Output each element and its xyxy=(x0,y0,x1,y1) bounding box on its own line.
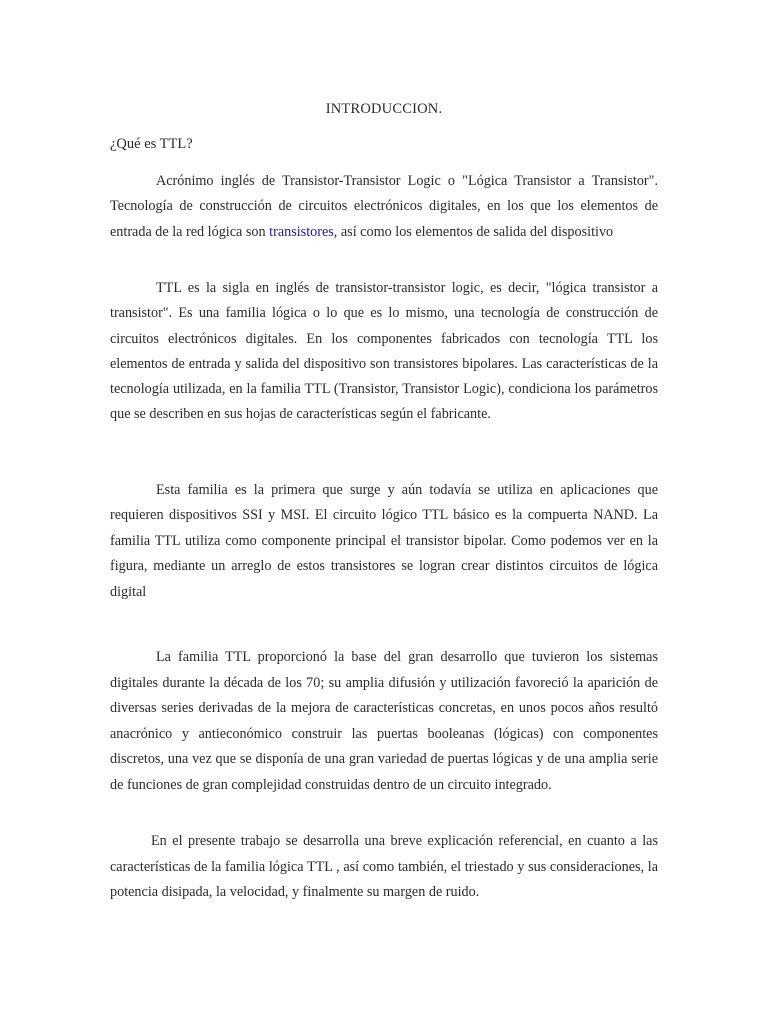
section-question: ¿Qué es TTL? xyxy=(110,136,193,152)
paragraph-work-scope xyxy=(110,829,658,906)
paragraph-text: En el presente trabajo se desarrolla una breve explicación referencial, en cuanto a las características de la familia lógica TTL , así como también, el triestado y sus consideraciones, la potencia disipada, la velocidad, y finalmente su margen de ruido. xyxy=(110,833,658,901)
paragraph-acronym xyxy=(110,169,658,245)
transistores-link[interactable]: transistores xyxy=(269,223,334,240)
paragraph-text: Esta familia es la primera que surge y aún todavía se utiliza en aplicaciones que requieren dispositivos SSI y MSI. El circuito lógico TTL básico es la compuerta NAND. La familia TTL utiliza como componente principal el transistor bipolar. Como podemos ver en la figura, mediante un arreglo de estos transistores se logran crear distintos circuitos de lógica digital xyxy=(110,482,658,600)
paragraph-text: , así como los elementos de salida del dispositivo xyxy=(333,223,614,240)
paragraph-ttl-history xyxy=(110,645,658,798)
paragraph-ttl-definition xyxy=(110,276,658,428)
paragraph-text: Acrónimo inglés de Transistor-Transistor Logic o "Lógica Transistor a Transistor". Tecnología de construcción de circuitos electrónicos digitales, en los que los elementos de entrada de la red lógica son xyxy=(110,173,658,240)
paragraph-text: TTL es la sigla en inglés de transistor-transistor logic, es decir, "lógica transistor a transistor". Es una familia lógica o lo que es lo mismo, una tecnología de construcción de circuitos electrónicos digitales. En los componentes fabricados con tecnología TTL los elementos de entrada y salida del dispositivo son transistores bipolares. Las características de la tecnología utilizada, en la familia TTL (Transistor, Transistor Logic), condiciona los parámetros que se describen en sus hojas de características según el fabricante. xyxy=(110,280,658,423)
paragraph-ttl-family xyxy=(110,478,658,605)
paragraph-text: La familia TTL proporcionó la base del gran desarrollo que tuvieron los sistemas digitales durante la década de los 70; su amplia difusión y utilización favoreció la aparición de diversas series derivadas de la mejora de características concretas, en unos pocos años resultó anacrónico y antieconómico construir las puertas booleanas (lógicas) con componentes discretos, una vez que se disponía de una gran variedad de puertas lógicas y de una amplia serie de funciones de gran complejidad construidas dentro de un circuito integrado. xyxy=(110,649,658,793)
document-title: INTRODUCCION. xyxy=(325,101,443,117)
